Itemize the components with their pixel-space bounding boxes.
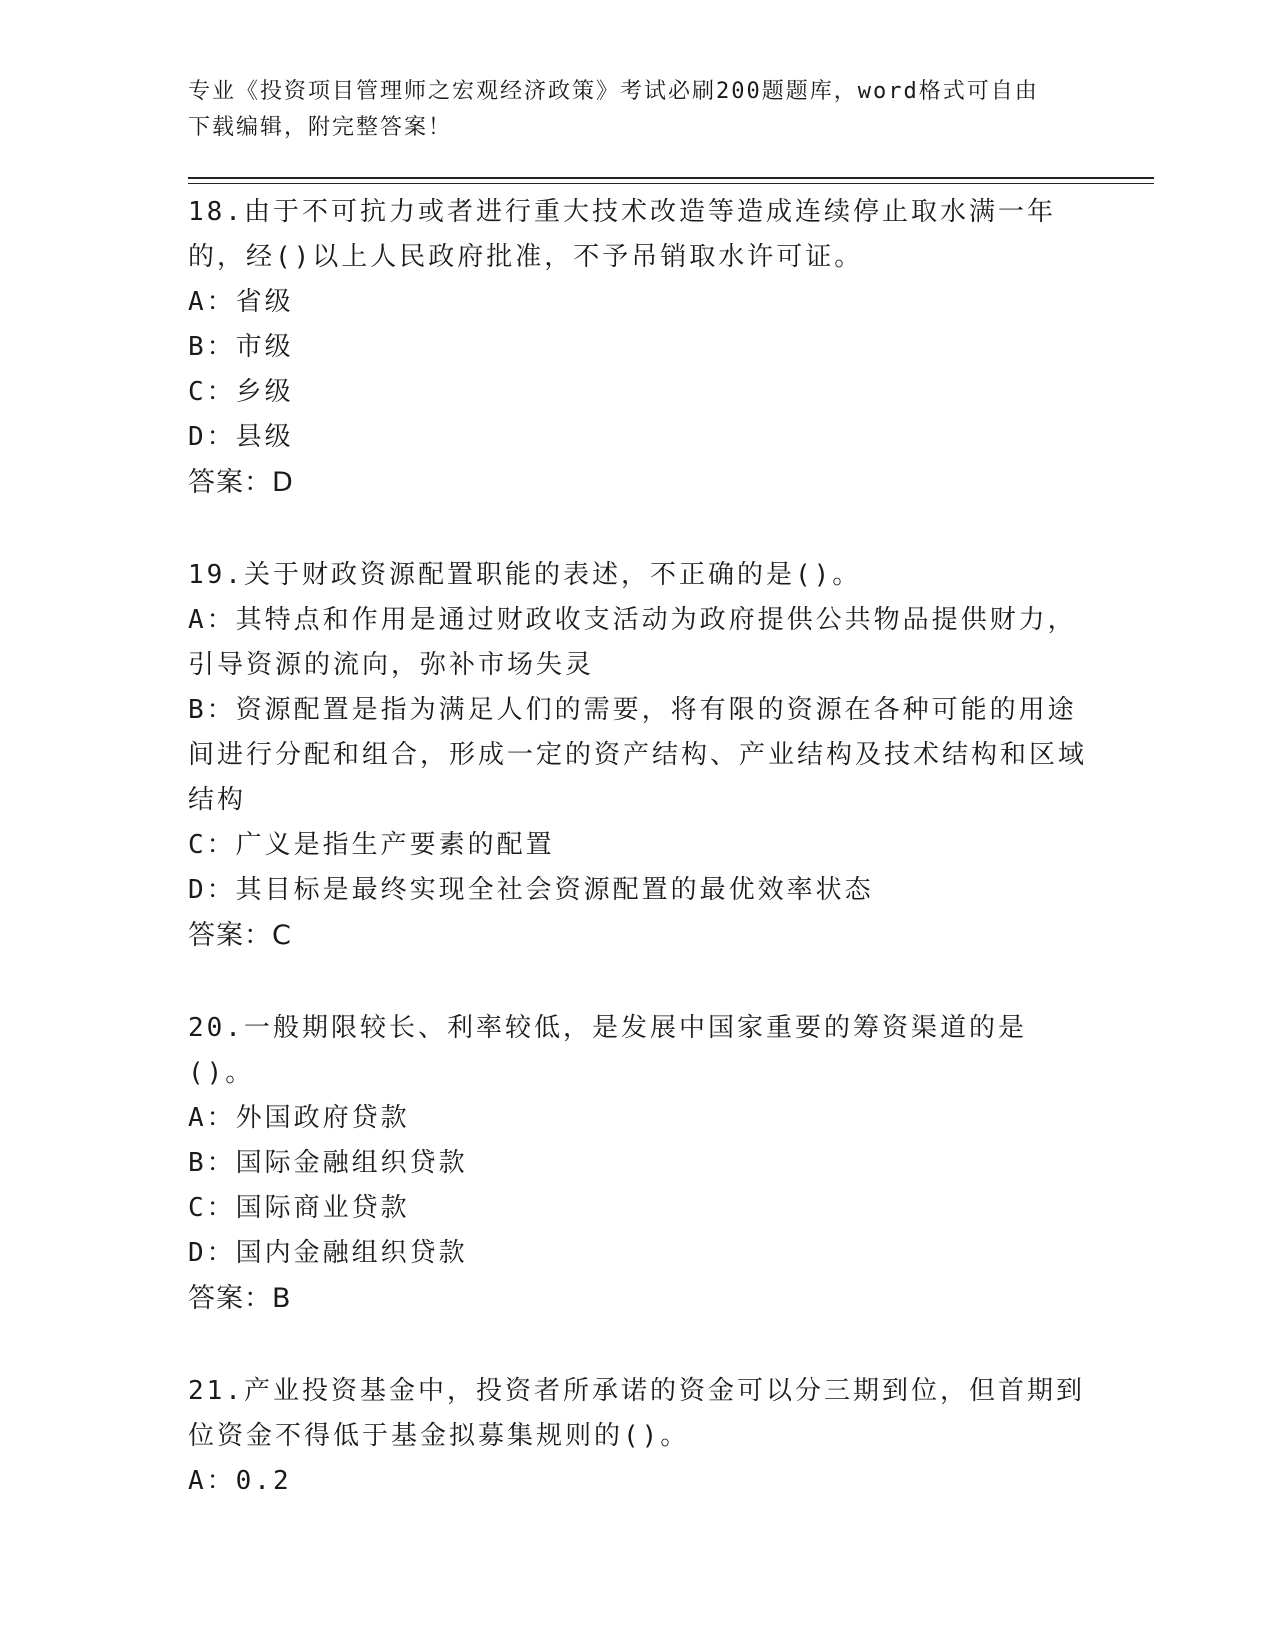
question-stem: 18.由于不可抗力或者进行重大技术改造等造成连续停止取水满一年的，经()以上人民政府批准，不予吊销取水许可证。 [188, 197, 1056, 272]
answer-line: 答案：B [188, 1283, 292, 1314]
question-stem: 21.产业投资基金中，投资者所承诺的资金可以分三期到位，但首期到位资金不得低于基金拟募集规则的()。 [188, 1376, 1085, 1451]
header-divider-thick [188, 177, 1154, 179]
question-stem: 19.关于财政资源配置职能的表述，不正确的是()。 [188, 560, 862, 590]
question-18 [188, 190, 1088, 505]
option-d: D：其目标是最终实现全社会资源配置的最优效率状态 [188, 875, 874, 905]
option-c: C：国际商业贷款 [188, 1193, 410, 1223]
option-b: B：市级 [188, 332, 294, 362]
document-header [188, 74, 1068, 146]
option-b: B：资源配置是指为满足人们的需要，将有限的资源在各种可能的用途间进行分配和组合，形成一定的资产结构、产业结构及技术结构和区域结构 [188, 695, 1088, 815]
option-a: A：省级 [188, 287, 294, 317]
option-a: A：外国政府贷款 [188, 1103, 410, 1133]
option-c: C：乡级 [188, 377, 294, 407]
answer-line: 答案：C [188, 920, 292, 951]
answer-line: 答案：D [188, 467, 294, 498]
question-list [188, 190, 1088, 1552]
option-b: B：国际金融组织贷款 [188, 1148, 468, 1178]
header-line-1: 专业《投资项目管理师之宏观经济政策》考试必刷200题题库，word格式可自由 [188, 79, 1039, 104]
header-divider-thin [188, 183, 1154, 184]
question-20 [188, 1006, 1088, 1321]
option-d: D：国内金融组织贷款 [188, 1238, 468, 1268]
question-21 [188, 1369, 1088, 1504]
question-19 [188, 553, 1088, 958]
question-stem: 20.一般期限较长、利率较低，是发展中国家重要的筹资渠道的是()。 [188, 1013, 1027, 1088]
header-line-2: 下载编辑，附完整答案！ [188, 115, 453, 140]
option-a: A：0.2 [188, 1466, 292, 1496]
option-c: C：广义是指生产要素的配置 [188, 830, 555, 860]
option-d: D：县级 [188, 422, 294, 452]
option-a: A：其特点和作用是通过财政收支活动为政府提供公共物品提供财力，引导资源的流向，弥补市场失灵 [188, 605, 1077, 680]
